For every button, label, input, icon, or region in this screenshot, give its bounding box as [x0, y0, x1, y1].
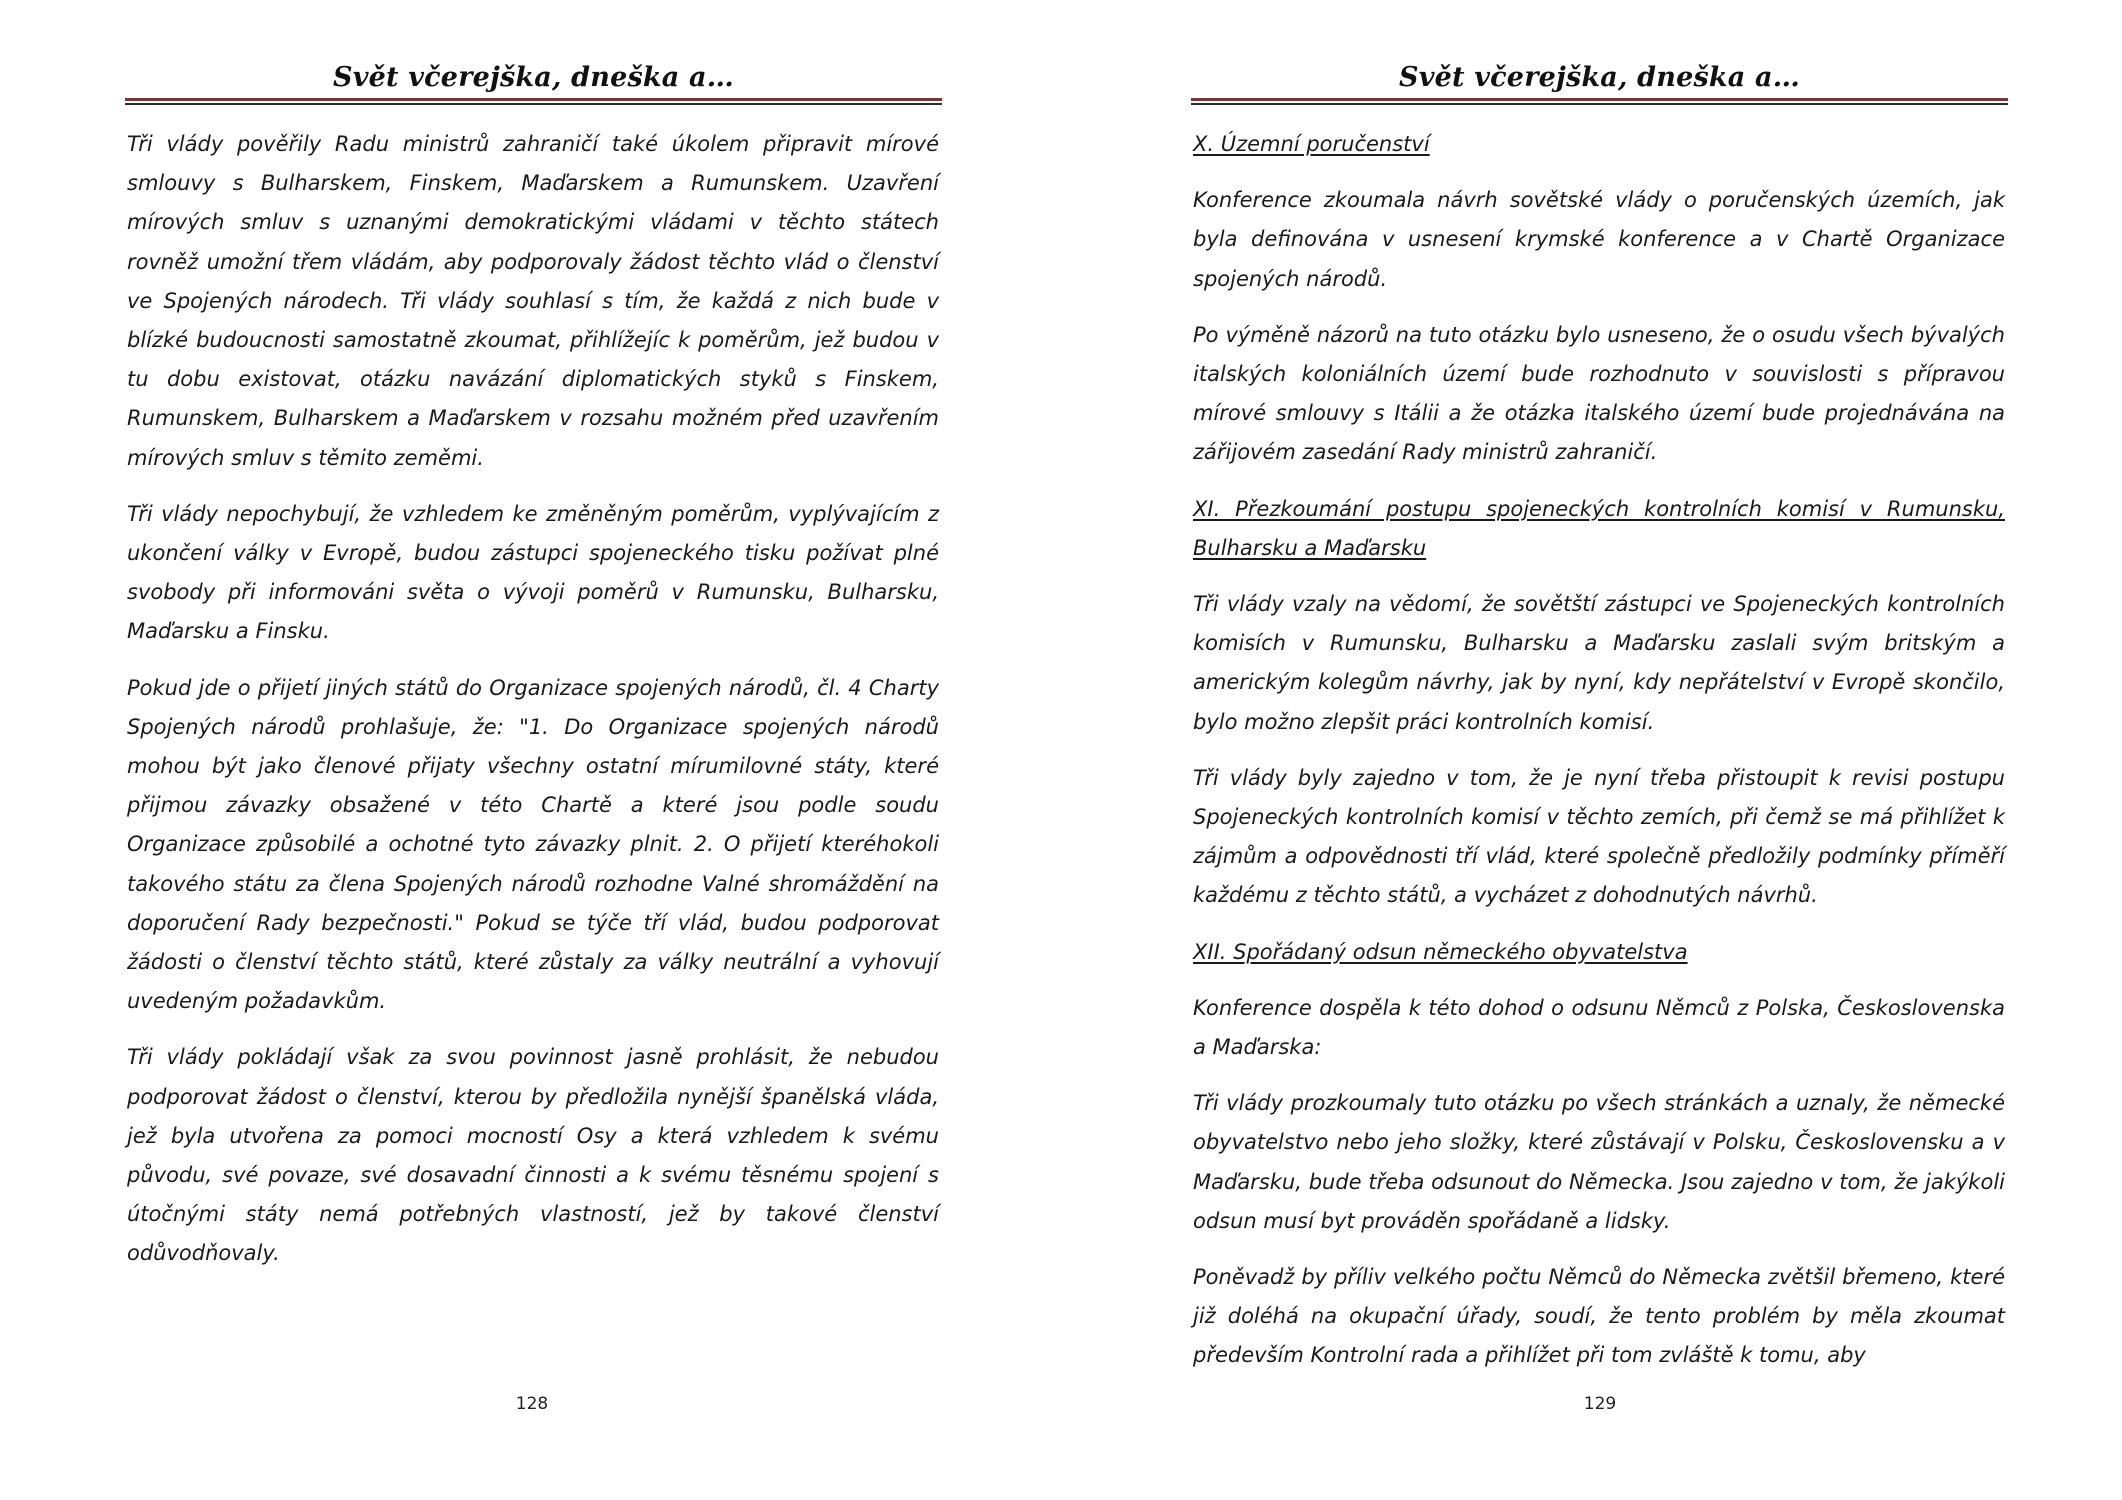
running-header: Svět včerejška, dneška a…	[333, 62, 734, 93]
section-heading: X. Územní poručenství	[1193, 132, 1430, 156]
paragraph: Poněvadž by příliv velkého počtu Němců do Německa zvětšil břemeno, které již doléhá na okupační úřady, soudí, že tento problém by měla zkoumat především Kontrolní rada a přihlížet při tom zvláště k tomu, aby	[1193, 1265, 2005, 1368]
running-header: Svět včerejška, dneška a…	[1399, 62, 1800, 93]
paragraph: Tři vlády pokládají však za svou povinnost jasně prohlásit, že nebudou podporovat žádost o členství, kterou by předložila nynější španělská vláda, jež byla utvořena za pomoci mocností Osy a která vzhledem k svému původu, své povaze, své dosavadní činnosti a k svému těsnému spojení s útočnými státy nemá potřebných vlastností, jež by takové členství odůvodňovaly.	[127, 1045, 939, 1266]
paragraph: Tři vlády prozkoumaly tuto otázku po všech stránkách a uznaly, že německé obyvatelstvo nebo jeho složky, které zůstávají v Polsku, Československu a v Maďarsku, bude třeba odsunout do Německa. Jsou zajedno v tom, že jakýkoli odsun musí byt prováděn spořádaně a lidsky.	[1193, 1091, 2005, 1233]
page-number: 128	[515, 1394, 549, 1414]
section-heading: XI. Přezkoumání postupu spojeneckých kontrolních komisí v Rumunsku, Bulharsku a Maďarsku	[1193, 496, 2005, 560]
paragraph: Konference zkoumala návrh sovětské vlády o poručenských územích, jak byla definována v usnesení krymské konference a v Chartě Organizace spojených národů.	[1193, 188, 2005, 291]
section-heading: XII. Spořádaný odsun německého obyvatelstva	[1193, 939, 1688, 964]
paragraph: Pokud jde o přijetí jiných států do Organizace spojených národů, čl. 4 Charty Spojených národů prohlašuje, že: "1. Do Organizace spojených národů mohou být jako členové přijaty všechny ostatní mírumilovné státy, které přijmou závazky obsažené v této Chartě a které jsou podle soudu Organizace způsobilé a ochotné tyto závazky plnit. 2. O přijetí kteréhokoli takového státu za člena Spojených národů rozhodne Valné shromáždění na doporučení Rady bezpečnosti." Pokud se týče tří vlád, budou podporovat žádosti o členství těchto států, které zůstaly za války neutrální a vyhovují uvedeným požadavkům.	[127, 675, 939, 1014]
header-rule	[125, 98, 942, 105]
header-rule	[1191, 98, 2008, 105]
body-text	[127, 125, 939, 1291]
paragraph: Tři vlády byly zajedno v tom, že je nyní třeba přistoupit k revisi postupu Spojeneckých kontrolních komisí v těchto zemích, při čemž se má přihlížet k zájmům a odpovědnosti tří vlád, které společně předložily podmínky příměří každému z těchto států, a vycházet z dohodnutých návrhů.	[1193, 765, 2005, 908]
paragraph: Tři vlády nepochybují, že vzhledem ke změněným poměrům, vyplývajícím z ukončení války v Evropě, budou zástupci spojeneckého tisku požívat plné svobody při informováni světa o vývoji poměrů v Rumunsku, Bulharsku, Maďarsku a Finsku.	[127, 501, 939, 644]
paragraph: Tři vlády pověřily Radu ministrů zahraničí také úkolem připravit mírové smlouvy s Bulharskem, Finskem, Maďarskem a Rumunskem. Uzavření mírových smluv s uznanými demokratickými vládami v těchto státech rovněž umožní třem vládám, aby podporovaly žádost těchto vlád o členství ve Spojených národech. Tři vlády souhlasí s tím, že každá z nich bude v blízké budoucnosti samostatně zkoumat, přihlížejíc k poměrům, jež budou v tu dobu existovat, otázku navázání diplomatických styků s Finskem, Rumunskem, Bulharskem a Maďarskem v rozsahu možném před uzavřením mírových smluv s těmito zeměmi.	[127, 132, 939, 470]
page-number: 129	[1583, 1394, 1617, 1414]
body-text	[1193, 125, 2005, 1393]
paragraph: Tři vlády vzaly na vědomí, že sovětští zástupci ve Spojeneckých kontrolních komisích v Rumunsku, Bulharsku a Maďarsku zaslali svým britským a americkým kolegům návrhy, jak by nyní, kdy nepřátelství v Evropě skončilo, bylo možno zlepšit práci kontrolních komisí.	[1193, 592, 2005, 734]
paragraph: Konference dospěla k této dohod o odsunu Němců z Polska, Československa a Maďarska:	[1193, 995, 2005, 1060]
right-page	[1061, 0, 2122, 1500]
paragraph: Po výměně názorů na tuto otázku bylo usneseno, že o osudu všech bývalých italských koloniálních území bude rozhodnuto v souvislosti s přípravou mírové smlouvy s Itálii a že otázka italského území bude projednávána na zářijovém zasedání Rady ministrů zahraničí.	[1193, 322, 2005, 465]
